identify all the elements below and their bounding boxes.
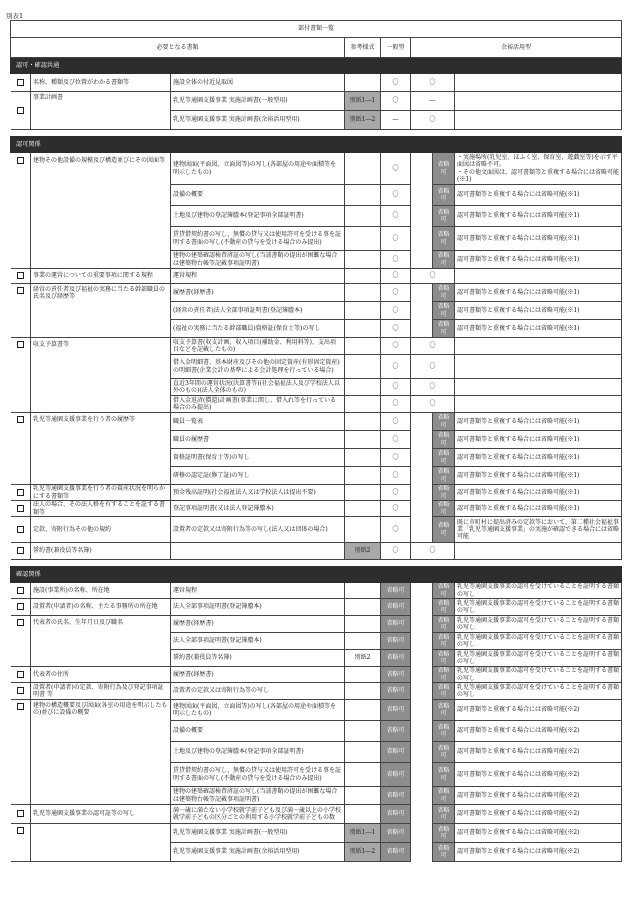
omit-badge: 省略可: [433, 721, 455, 742]
omit-badge: 省略可: [381, 633, 411, 650]
doc-category: 定款、寄附行為その他の規約: [31, 517, 171, 543]
general-mark: 〇: [381, 379, 411, 396]
doc-name: 誓約書(兼役員等名簿): [171, 650, 345, 667]
doc-category: 経営の責任者及び福祉の実務に当たる幹部職員の氏名及び経歴等: [31, 284, 171, 338]
table-row: [11, 153, 622, 185]
table-row: [11, 74, 622, 92]
general-mark: 〇: [381, 396, 411, 413]
doc-category: 乳児等通園支援事業を行う者の履歴等: [31, 413, 171, 485]
doc-category: 設置者(申請者)の定款、寄附行為及び登記事項証明書 等: [31, 683, 171, 700]
doc-name: 法人全部事項証明書(登記簿謄本): [171, 633, 345, 650]
doc-name: 建物の建築確認検査済証の写し(当該書類の提出が困難な場合は建築物台帳等記載事項証明書): [171, 787, 345, 805]
checkbox[interactable]: [17, 107, 24, 114]
doc-category: 名称、種類及び位置がわかる書類等: [31, 74, 171, 92]
checkbox[interactable]: [17, 810, 24, 817]
omit-badge: 省略可: [433, 650, 455, 667]
doc-name: 設備の概要: [171, 185, 345, 206]
surplus-note: 既に市町村に提出済みの定款等において、第二種社会福祉事業「乳児等通園支援事業」の実施が確認できる場合には省略可能: [455, 517, 622, 543]
omit-badge: 省略可: [433, 824, 455, 843]
checkbox[interactable]: [17, 671, 24, 678]
doc-category: [31, 824, 171, 862]
omit-badge: 省略可: [433, 616, 455, 633]
surplus-note: 認可書類等と重複する場合には省略可能(※2): [455, 742, 622, 763]
checkbox[interactable]: [17, 157, 24, 164]
table-row: [11, 413, 622, 431]
checkbox[interactable]: [17, 827, 24, 834]
doc-name: 運営規程: [171, 269, 345, 284]
surplus-note: 認可書類等と重複する場合には省略可能(※1): [455, 413, 622, 431]
surplus-mark: 〇: [411, 269, 455, 284]
doc-name: 建物図面(平面図、立面図等)の写し(各部屋の用途や面積等を明示したもの): [171, 153, 345, 185]
omit-badge: 省略可: [433, 251, 455, 269]
omit-badge: 省略可: [433, 153, 455, 185]
doc-name: 登記事項証明書(又は法人登記簿謄本): [171, 501, 345, 517]
doc-name: 研修の認定証(修了証)の写し: [171, 467, 345, 485]
omit-badge: 省略可: [381, 763, 411, 787]
general-mark: 〇: [381, 284, 411, 302]
general-mark: 〇: [381, 517, 411, 543]
doc-name: 履歴書(経歴書): [171, 667, 345, 683]
general-mark: 〇: [381, 467, 411, 485]
general-mark: ―: [381, 111, 411, 130]
doc-name: 運営規程: [171, 583, 345, 599]
omit-badge: 省略可: [433, 700, 455, 721]
omit-badge: 省略可: [433, 185, 455, 206]
checkbox[interactable]: [17, 687, 24, 694]
doc-name: 賃貸借契約書の写し、無償の貸与又は使用許可を受ける事を証明する書面の写し(不動産の貸与を受ける場合のみ提出): [171, 227, 345, 251]
checkbox[interactable]: [17, 272, 24, 279]
doc-name: 賃貸借契約書の写し、無償の貸与又は使用許可を受ける事を証明する書面の写し(不動産の貸与を受ける場合のみ提出): [171, 763, 345, 787]
surplus-note: 認可書類等と重複する場合には省略可能(※2): [455, 787, 622, 805]
doc-name: 施設全体の付近見取図: [171, 74, 345, 92]
table-row: [11, 683, 622, 700]
checkbox[interactable]: [17, 341, 24, 348]
doc-category: 事業計画書: [31, 92, 171, 130]
table-row: [11, 667, 622, 683]
doc-name: 収支予算書(収支計画、収入項目(補助金、利用料等)、支出項目などを記載したもの): [171, 338, 345, 355]
surplus-note: 認可書類等と重複する場合には省略可能(※2): [455, 763, 622, 787]
omit-badge: 省略可: [381, 599, 411, 616]
omit-badge: 省略可: [433, 485, 455, 501]
checkbox[interactable]: [17, 287, 24, 294]
table-row: [11, 805, 622, 824]
omit-badge: 省略可: [381, 583, 411, 599]
doc-name: 乳児等通園支援事業 実施計画書(余裕活用型用): [171, 111, 345, 130]
doc-name: 建物の建築確認検査済証の写し(当該書類の提出が困難な場合は建築物台帳等記載事項証明書): [171, 251, 345, 269]
checkbox[interactable]: [17, 79, 24, 86]
omit-badge: 省略可: [433, 284, 455, 302]
attached-documents-table: [10, 20, 622, 862]
doc-name: 乳児等通園支援事業 実施計画書(一般型用): [171, 92, 345, 111]
table-row: [11, 92, 622, 111]
general-mark: 〇: [381, 355, 411, 379]
column-header-ref: 参考様式: [345, 38, 381, 58]
omit-badge: 省略可: [433, 517, 455, 543]
surplus-note: 認可書類等と重複する場合には省略可能(※1): [455, 251, 622, 269]
doc-category: 代表者の氏名、生年月日及び職名: [31, 616, 171, 667]
omit-badge: 省略可: [433, 413, 455, 431]
surplus-note: 認可書類等と重複する場合には省略可能(※1): [455, 431, 622, 449]
general-mark: 〇: [381, 431, 411, 449]
doc-name: (経営の責任者)法人全部事項証明書(登記簿謄本): [171, 302, 345, 320]
omit-badge: 省略可: [433, 599, 455, 616]
checkbox[interactable]: [17, 547, 24, 554]
doc-name: (福祉の実務に当たる幹部職員)資格証(保育士等)の写し: [171, 320, 345, 338]
general-mark: 〇: [381, 251, 411, 269]
general-mark: 〇: [381, 269, 411, 284]
checkbox[interactable]: [17, 703, 24, 710]
general-mark: 〇: [381, 227, 411, 251]
column-header-required: 必要となる書類: [11, 38, 345, 58]
omit-badge: 省略可: [433, 805, 455, 824]
general-mark: 〇: [381, 449, 411, 467]
omit-badge: 省略可: [433, 683, 455, 700]
surplus-mark: 〇: [411, 543, 455, 560]
general-mark: 〇: [381, 338, 411, 355]
surplus-mark: 〇: [411, 111, 455, 130]
omit-badge: 省略可: [433, 763, 455, 787]
table-row: [11, 616, 622, 633]
document-label: 別表1: [6, 12, 24, 20]
surplus-note: 認可書類等と重複する場合には省略可能(※1): [455, 185, 622, 206]
surplus-note: 乳児等通園支援事業の認可を受けていることを証明する書類の写し: [455, 667, 622, 683]
omit-badge: 省略可: [433, 206, 455, 227]
omit-badge: 省略可: [433, 320, 455, 338]
doc-category: 事業の運営についての重要事項に関する規程: [31, 269, 171, 284]
omit-badge: 省略可: [381, 787, 411, 805]
table-row: [11, 284, 622, 302]
surplus-note: 認可書類等と重複する場合には省略可能(※2): [455, 700, 622, 721]
surplus-note: 乳児等通園支援事業の認可を受けていることを証明する書類の写し: [455, 633, 622, 650]
omit-badge: 省略可: [433, 843, 455, 862]
general-mark: 〇: [381, 501, 411, 517]
doc-name: 借入金明細書、基本財産及びその他の固定資産(有形固定資産)の明細書(企業会計の基準による会計処理を行っている場合): [171, 355, 345, 379]
table-row: [11, 543, 622, 560]
table-row: [11, 517, 622, 543]
table-row: [11, 338, 622, 355]
surplus-note: 認可書類等と重複する場合には省略可能(※2): [455, 843, 622, 862]
omit-badge: 省略可: [433, 449, 455, 467]
doc-category: 設置者(申請者)の名称、主たる事務所の所在地: [31, 599, 171, 616]
doc-category: 建物の構造概要及び図面(各室の用途を明示したもの)並びに設備の概要: [31, 700, 171, 805]
doc-category: 乳児等通園支援事業の認可証等の写し: [31, 805, 171, 824]
doc-category: 法人の場合、その法人格を有することを証する書類等: [31, 501, 171, 517]
checkbox[interactable]: [17, 526, 24, 533]
table-row: [11, 501, 622, 517]
doc-name: 資格証明書(保育士等)の写し: [171, 449, 345, 467]
doc-name: 職員の履歴書: [171, 431, 345, 449]
surplus-note: 認可書類等と重複する場合には省略可能(※2): [455, 805, 622, 824]
doc-category: 代表者の住所: [31, 667, 171, 683]
doc-name: 直近3年間の運営状況(決算書等)(社会福祉法人及び学校法人以外のもの)(法人全体のもの): [171, 379, 345, 396]
doc-category: 誓約書(兼役員等名簿): [31, 543, 171, 560]
surplus-note: 乳児等通園支援事業の認可を受けていることを証明する書類の写し: [455, 650, 622, 667]
surplus-note: 乳児等通園支援事業の認可を受けていることを証明する書類の写し: [455, 599, 622, 616]
general-mark: 〇: [381, 206, 411, 227]
doc-category: 乳児等通園支援事業を行う者の資産状況を明らかにする書類等: [31, 485, 171, 501]
surplus-mark: 〇: [411, 338, 455, 355]
general-mark: 〇: [381, 320, 411, 338]
surplus-note: 認可書類等と重複する場合には省略可能(※1): [455, 449, 622, 467]
general-mark: 〇: [381, 543, 411, 560]
surplus-note: ・実施場所(乳児室、ほふく室、保育室、遊戯室等)を示す平面図は省略不可。 ・その他文面図は、認可書類等と重複する場合には省略可能(※1): [455, 153, 622, 185]
general-mark: 〇: [381, 485, 411, 501]
omit-badge: 省略可: [381, 616, 411, 633]
doc-name: 設置者の定款又は寄附行為等の写し: [171, 683, 345, 700]
doc-category: 建物その他設備の規模及び構造並びにその図面等: [31, 153, 171, 269]
checkbox[interactable]: [17, 505, 24, 512]
omit-badge: 省略可: [381, 805, 411, 824]
omit-badge: 省略可: [381, 824, 411, 843]
ref-form: 別紙1―2: [345, 843, 381, 862]
surplus-note: 認可書類等と重複する場合には省略可能(※2): [455, 824, 622, 843]
checkbox[interactable]: [17, 619, 24, 626]
omit-badge: 省略可: [381, 700, 411, 721]
table-title: 部付書類一覧: [11, 21, 622, 38]
surplus-note: 認可書類等と重複する場合には省略可能(※1): [455, 227, 622, 251]
surplus-note: 認可書類等と重複する場合には省略可能(※1): [455, 485, 622, 501]
doc-name: 履歴書(経歴書): [171, 616, 345, 633]
surplus-note: 認可書類等と重複する場合には省略可能(※1): [455, 302, 622, 320]
ref-form: 別紙1―1: [345, 92, 381, 111]
checkbox[interactable]: [17, 489, 24, 496]
doc-name: 土地及び建物の登記簿謄本(登記事項全部証明書): [171, 742, 345, 763]
omit-badge: 省略可: [433, 583, 455, 599]
doc-category: 施設(事業所)の名称、所在地: [31, 583, 171, 599]
omit-badge: 省略可: [381, 742, 411, 763]
omit-badge: 省略可: [381, 683, 411, 700]
general-mark: 〇: [381, 185, 411, 206]
omit-badge: 省略可: [433, 633, 455, 650]
column-header-general: 一般型: [381, 38, 411, 58]
doc-name: 借入金返済(償還)計画書(事業に関し、借入れ等を行っている場合のみ提出): [171, 396, 345, 413]
surplus-note: 認可書類等と重複する場合には省略可能(※1): [455, 320, 622, 338]
surplus-note: 認可書類等と重複する場合には省略可能(※1): [455, 467, 622, 485]
doc-name: 設備の概要: [171, 721, 345, 742]
omit-badge: 省略可: [433, 787, 455, 805]
ref-form: 別紙1―2: [345, 111, 381, 130]
doc-name: 職員一覧表: [171, 413, 345, 431]
general-mark: 〇: [381, 302, 411, 320]
omit-badge: 省略可: [433, 742, 455, 763]
doc-name: 預金残高証明(社会福祉法人又は学校法人は提出不要): [171, 485, 345, 501]
omit-badge: 省略可: [381, 650, 411, 667]
general-mark: 〇: [381, 413, 411, 431]
ref-form: 別紙1―1: [345, 824, 381, 843]
surplus-mark: 〇: [411, 396, 455, 413]
doc-name: 乳児等通園支援事業 実施計画書(一般型用): [171, 824, 345, 843]
section-header: 認可関係: [11, 137, 622, 153]
general-mark: 〇: [381, 153, 411, 185]
surplus-note: 乳児等通園支援事業の認可を受けていることを証明する書類の写し: [455, 583, 622, 599]
doc-category: 収支予算書等: [31, 338, 171, 413]
table-row: [11, 824, 622, 843]
omit-badge: 省略可: [433, 467, 455, 485]
surplus-mark: 〇: [411, 74, 455, 92]
table-row: [11, 583, 622, 599]
omit-badge: 省略可: [433, 227, 455, 251]
checkbox[interactable]: [17, 603, 24, 610]
surplus-note: 乳児等通園支援事業の認可を受けていることを証明する書類の写し: [455, 616, 622, 633]
surplus-mark: ―: [411, 92, 455, 111]
doc-name: 設置者の定款又は寄附行為等の写し(法人又は団体の場合): [171, 517, 345, 543]
table-row: [11, 700, 622, 721]
omit-badge: 省略可: [381, 721, 411, 742]
doc-name: 建物図面(平面図、立面図等)の写し(各部屋の用途や面積等を明示したもの): [171, 700, 345, 721]
general-mark: 〇: [381, 74, 411, 92]
general-mark: 〇: [381, 92, 411, 111]
checkbox[interactable]: [17, 587, 24, 594]
ref-form: 別紙2: [345, 543, 381, 560]
omit-badge: 省略可: [381, 843, 411, 862]
surplus-note: 認可書類等と重複する場合には省略可能(※1): [455, 501, 622, 517]
omit-badge: 省略可: [433, 431, 455, 449]
doc-name: 法人全部事項証明書(登記簿謄本): [171, 599, 345, 616]
surplus-note: 認可書類等と重複する場合には省略可能(※1): [455, 206, 622, 227]
surplus-note: 認可書類等と重複する場合には省略可能(※2): [455, 721, 622, 742]
doc-name: 土地及び建物の登記簿謄本(登記事項全部証明書): [171, 206, 345, 227]
doc-name: 乳児等通園支援事業 実施計画書(余裕活用型用): [171, 843, 345, 862]
doc-name: 履歴書(経歴書): [171, 284, 345, 302]
section-header: 確認関係: [11, 567, 622, 583]
section-header: 認可・確認共通: [11, 58, 622, 74]
omit-badge: 省略可: [433, 302, 455, 320]
omit-badge: 省略可: [381, 667, 411, 683]
surplus-note: 認可書類等と重複する場合には省略可能(※1): [455, 284, 622, 302]
surplus-mark: 〇: [411, 355, 455, 379]
omit-badge: 省略可: [433, 501, 455, 517]
checkbox[interactable]: [17, 416, 24, 423]
surplus-note: 乳児等通園支援事業の認可を受けていることを証明する書類の写し: [455, 683, 622, 700]
doc-name: 満一歳に満たない小学校就学前子ども及び満一歳以上の小学校就学前子どもの区分ごとの利用する小学校就学前子どもの数: [171, 805, 345, 824]
table-row: [11, 485, 622, 501]
table-row: [11, 269, 622, 284]
ref-form: 別紙2: [345, 650, 381, 667]
omit-badge: 省略可: [433, 667, 455, 683]
surplus-mark: 〇: [411, 379, 455, 396]
table-row: [11, 599, 622, 616]
column-header-surplus: 余裕活用型: [411, 38, 622, 58]
